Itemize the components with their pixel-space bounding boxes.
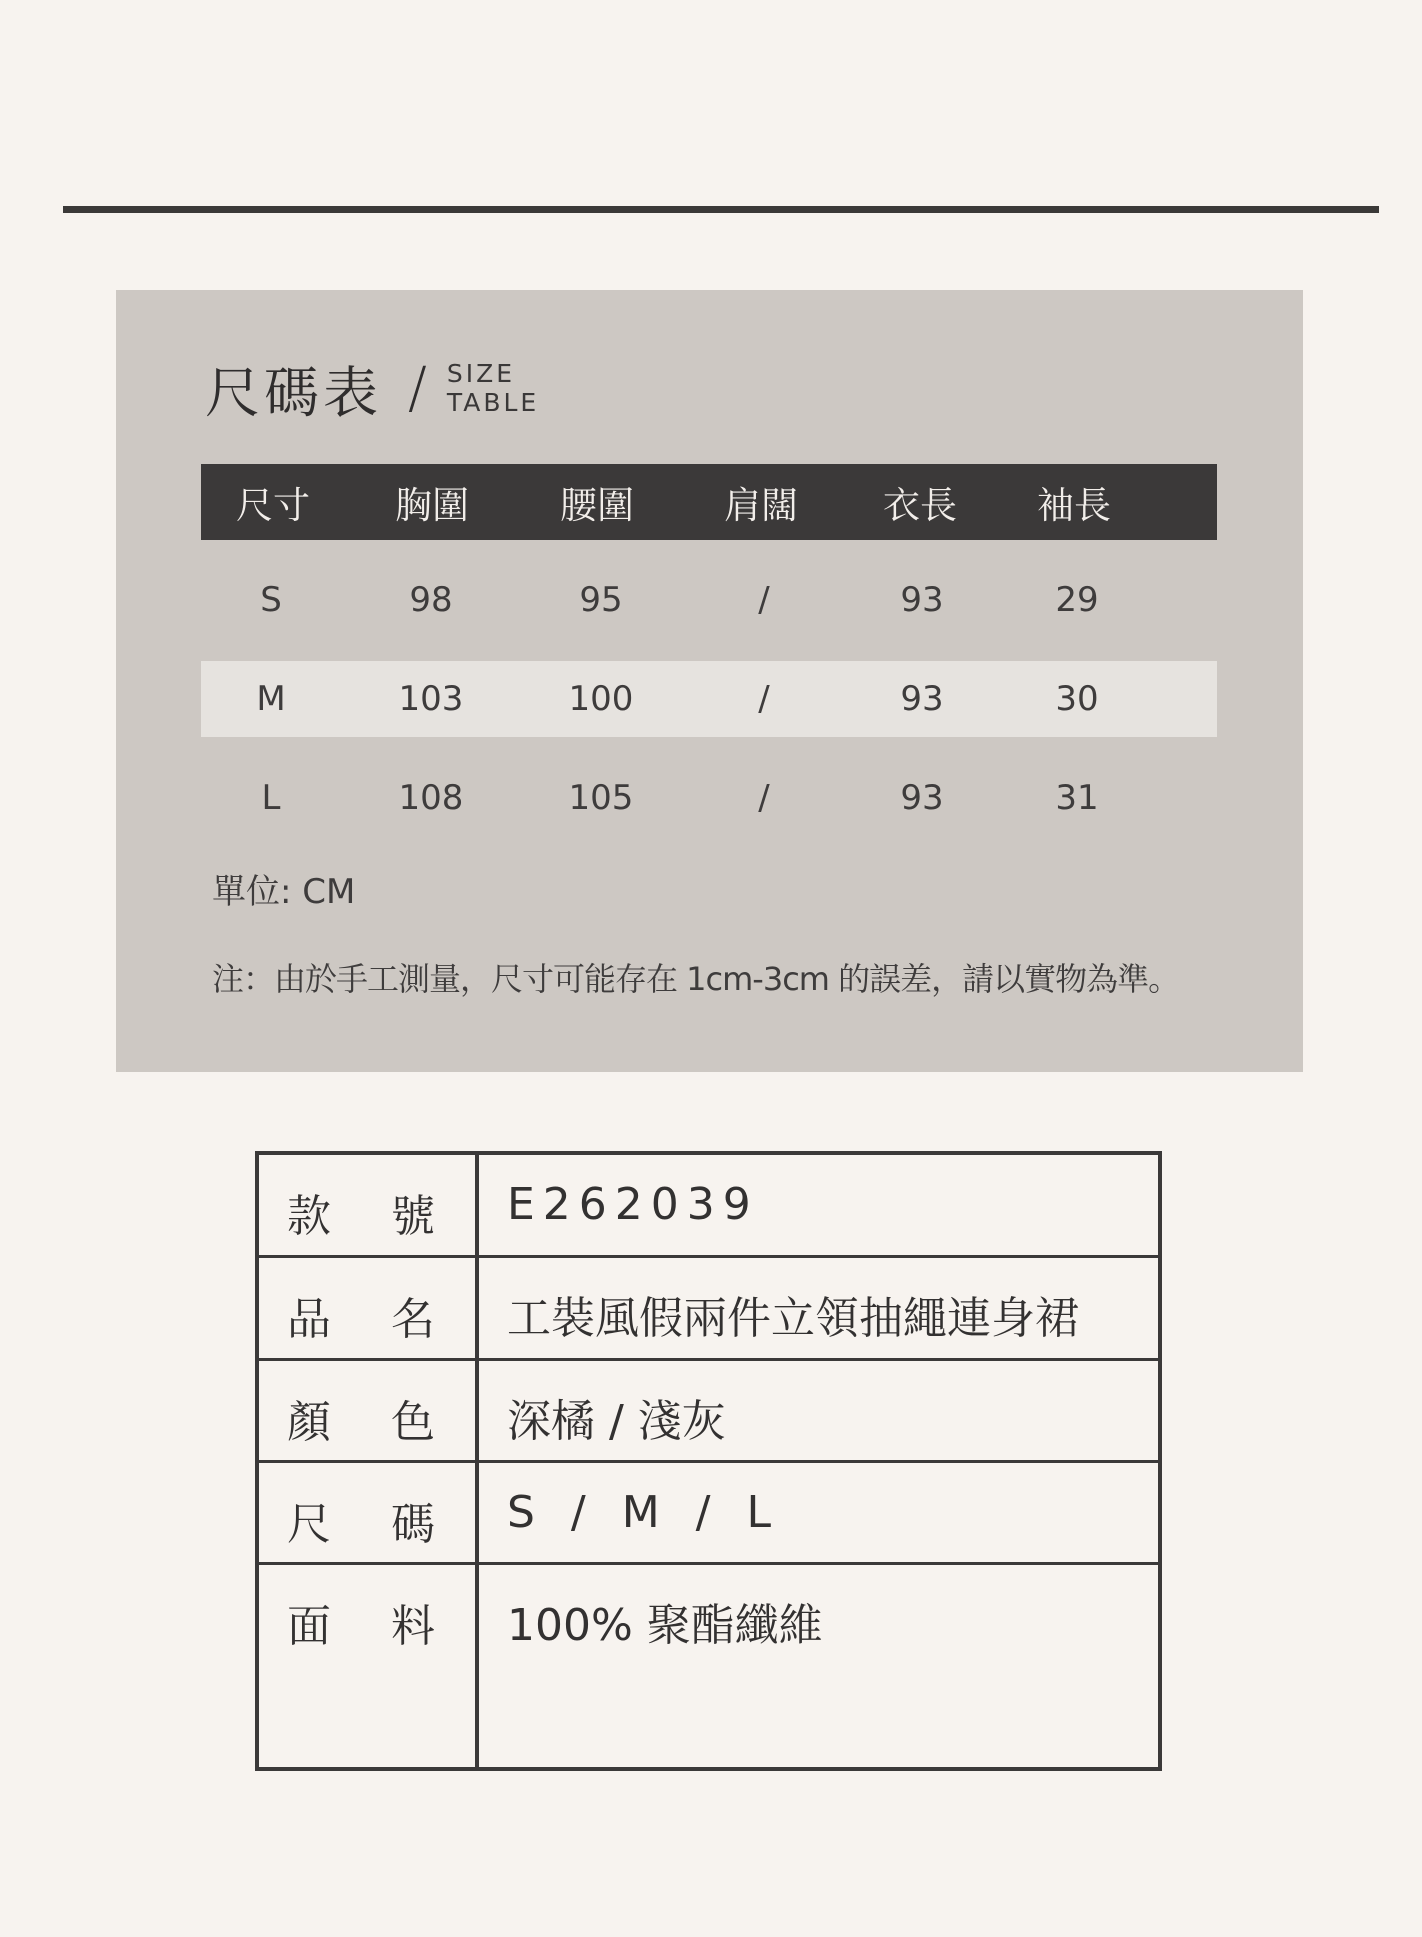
info-value: 深橘 / 淺灰 xyxy=(507,1396,726,1447)
product-info-table xyxy=(255,1151,1162,1771)
info-row-material xyxy=(259,1565,1158,1767)
info-label xyxy=(259,1155,479,1255)
label-char: 品 xyxy=(287,1294,331,1345)
info-row-color xyxy=(259,1361,1158,1463)
size-table-header xyxy=(201,464,1217,540)
size-chart-title xyxy=(205,348,539,428)
info-label xyxy=(259,1565,479,1767)
header-waist: 腰圍 xyxy=(560,484,634,527)
cell-size: S xyxy=(260,580,282,620)
cell-shoulder: / xyxy=(758,580,770,620)
cell-length: 93 xyxy=(900,679,944,719)
cell-chest: 103 xyxy=(398,679,464,719)
label-char: 尺 xyxy=(287,1499,331,1550)
header-shoulder: 肩闊 xyxy=(724,484,798,527)
cell-waist: 95 xyxy=(579,580,623,620)
cell-waist: 100 xyxy=(568,679,634,719)
top-divider xyxy=(63,206,1379,213)
label-char: 面 xyxy=(287,1601,331,1652)
cell-chest: 98 xyxy=(409,580,453,620)
label-char: 名 xyxy=(391,1294,435,1345)
cell-sleeve: 29 xyxy=(1055,580,1099,620)
title-slash: / xyxy=(408,355,427,421)
info-value: S / M / L xyxy=(507,1487,775,1538)
cell-size: M xyxy=(256,679,286,719)
label-char: 料 xyxy=(391,1601,435,1652)
info-value: 工裝風假兩件立領抽繩連身裙 xyxy=(507,1293,1079,1344)
cell-chest: 108 xyxy=(398,778,464,818)
header-size: 尺寸 xyxy=(236,484,310,527)
header-sleeve: 袖長 xyxy=(1037,484,1111,527)
table-row xyxy=(201,661,1217,737)
size-chart-panel xyxy=(116,290,1303,1072)
cell-sleeve: 30 xyxy=(1055,679,1099,719)
cell-length: 93 xyxy=(900,778,944,818)
size-table xyxy=(201,464,1217,836)
cell-size: L xyxy=(261,778,281,818)
label-char: 號 xyxy=(391,1191,435,1242)
info-value: E262039 xyxy=(507,1179,759,1230)
cell-length: 93 xyxy=(900,580,944,620)
label-char: 碼 xyxy=(391,1499,435,1550)
info-label xyxy=(259,1361,479,1460)
header-length: 衣長 xyxy=(883,484,957,527)
table-row xyxy=(201,562,1217,638)
info-label xyxy=(259,1258,479,1358)
info-label xyxy=(259,1463,479,1562)
cell-waist: 105 xyxy=(568,778,634,818)
table-row xyxy=(201,760,1217,836)
size-chart-title-en xyxy=(447,359,539,417)
header-chest: 胸圍 xyxy=(395,484,469,527)
unit-label: 單位: CM xyxy=(212,872,356,912)
cell-shoulder: / xyxy=(758,679,770,719)
label-char: 款 xyxy=(287,1191,331,1242)
cell-shoulder: / xyxy=(758,778,770,818)
label-char: 顏 xyxy=(287,1397,331,1448)
info-row-product-name xyxy=(259,1258,1158,1361)
info-row-sizes xyxy=(259,1463,1158,1565)
size-chart-title-cn: 尺碼表 xyxy=(205,360,383,425)
title-en-line1: SIZE xyxy=(446,359,516,388)
cell-sleeve: 31 xyxy=(1055,778,1099,818)
measurement-note: 注：由於手工測量，尺寸可能存在 1cm-3cm 的誤差，請以實物為準。 xyxy=(212,960,1180,998)
info-row-style-no xyxy=(259,1155,1158,1258)
title-en-line2: TABLE xyxy=(446,388,540,417)
info-value: 100% 聚酯纖維 xyxy=(507,1600,823,1651)
label-char: 色 xyxy=(391,1397,435,1448)
